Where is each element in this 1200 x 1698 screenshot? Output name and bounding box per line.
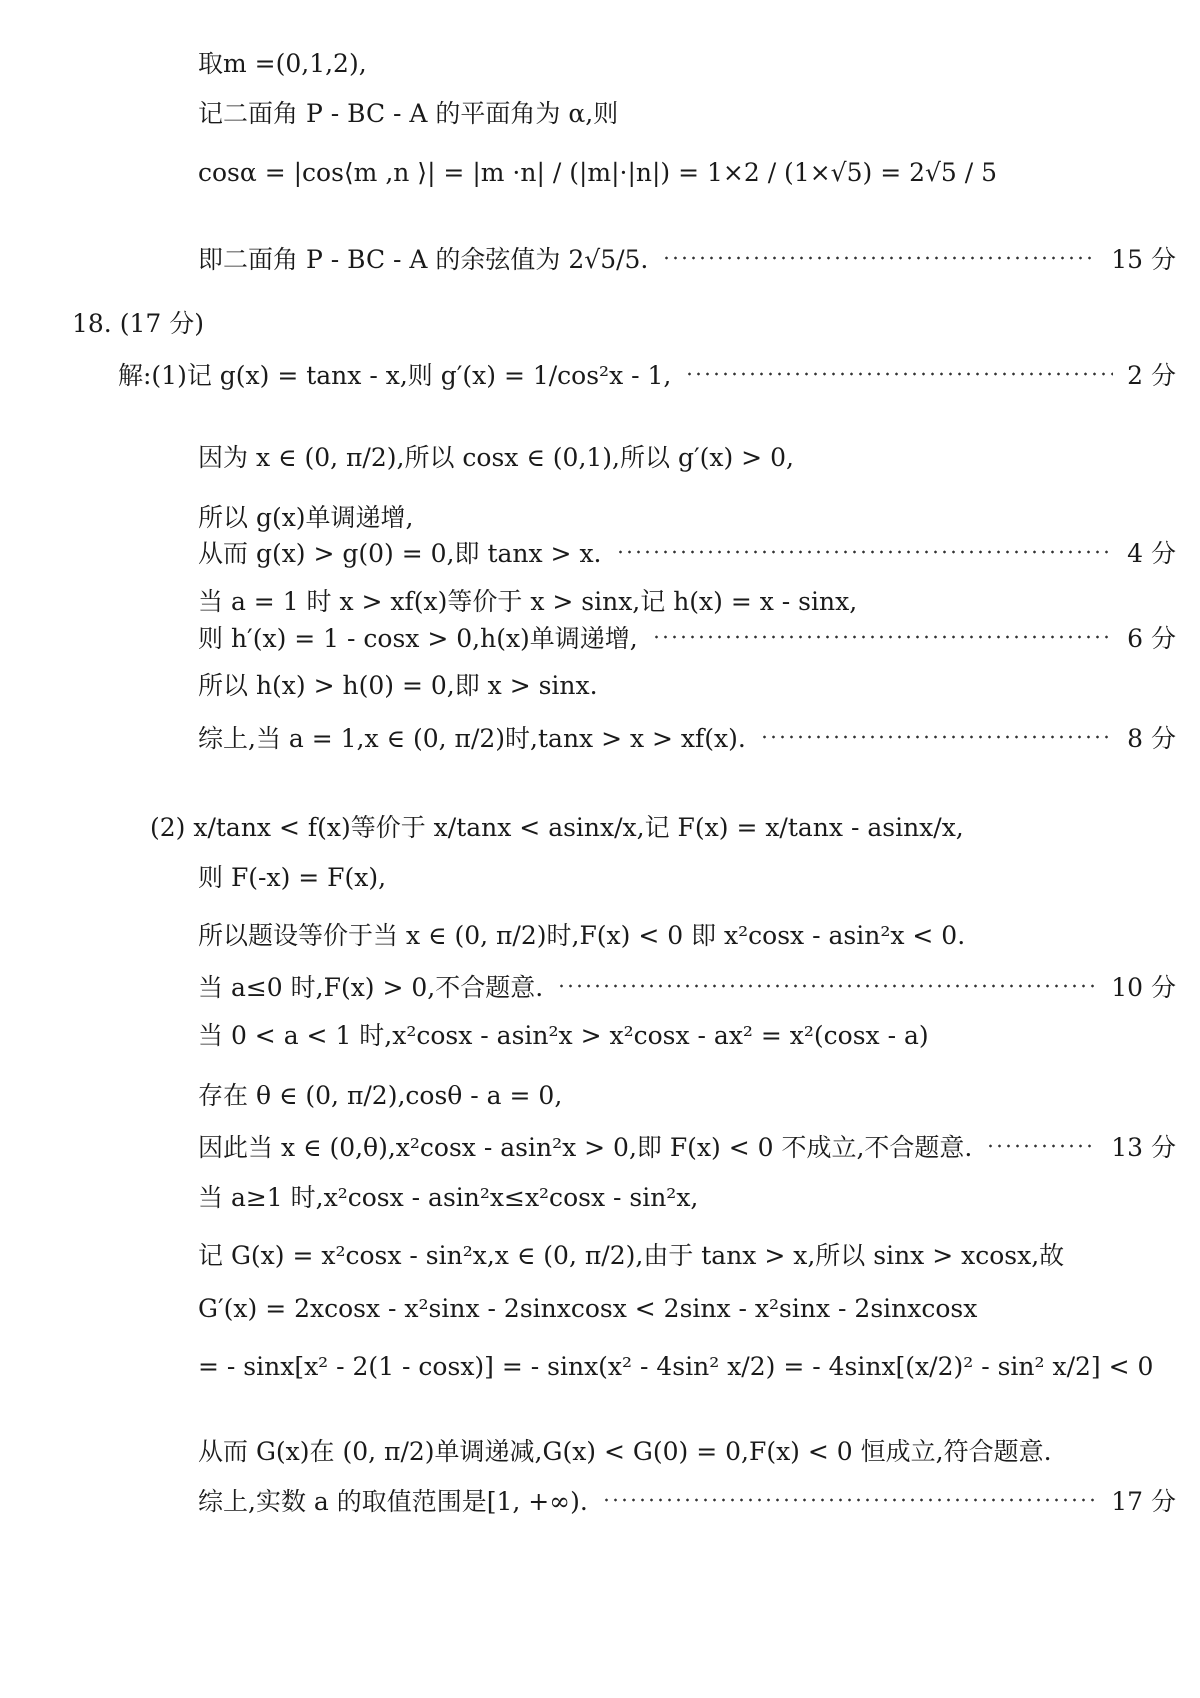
score-label: 10 分 bbox=[1111, 973, 1176, 1002]
line-text: 解:(1)记 g(x) = tanx - x,则 g′(x) = 1/cos²x - 1, bbox=[118, 361, 672, 390]
text-line: 存在 θ ∈ (0, π/2),cosθ - a = 0, bbox=[198, 1081, 563, 1110]
leader-dots bbox=[685, 372, 1113, 376]
leader-dots bbox=[652, 635, 1113, 639]
text-line: (2) x/tanx < f(x)等价于 x/tanx < asinx/x,记 F(x) = x/tanx - asinx/x, bbox=[150, 813, 964, 842]
line-text: 从而 g(x) > g(0) = 0,即 tanx > x. bbox=[198, 539, 602, 568]
text-line: 当 a≥1 时,x²cosx - asin²x≤x²cosx - sin²x, bbox=[198, 1183, 699, 1212]
score-label: 8 分 bbox=[1127, 724, 1176, 753]
scored-line bbox=[198, 615, 1176, 659]
leader-dots bbox=[986, 1144, 1097, 1148]
text-line: = - sinx[x² - 2(1 - cosx)] = - sinx(x² - 4sin² x/2) = - 4sinx[(x/2)² - sin² x/2] < 0 bbox=[198, 1352, 1154, 1381]
text-line: 则 F(-x) = F(x), bbox=[198, 863, 387, 892]
leader-dots bbox=[760, 735, 1113, 739]
scored-line bbox=[198, 1124, 1176, 1168]
text-line: 取m =(0,1,2), bbox=[198, 49, 367, 78]
line-text: 综上,当 a = 1,x ∈ (0, π/2)时,tanx > x > xf(x). bbox=[198, 724, 746, 753]
line-text: 当 a≤0 时,F(x) > 0,不合题意. bbox=[198, 973, 544, 1002]
text-line: G′(x) = 2xcosx - x²sinx - 2sinxcosx < 2sinx - x²sinx - 2sinxcosx bbox=[198, 1294, 978, 1323]
text-line: 因为 x ∈ (0, π/2),所以 cosx ∈ (0,1),所以 g′(x) > 0, bbox=[198, 443, 794, 472]
scored-line bbox=[198, 530, 1176, 574]
leader-dots bbox=[602, 1498, 1097, 1502]
scored-line bbox=[118, 352, 1176, 396]
leader-dots bbox=[557, 984, 1097, 988]
text-line: 从而 G(x)在 (0, π/2)单调递减,G(x) < G(0) = 0,F(x) < 0 恒成立,符合题意. bbox=[198, 1437, 1052, 1466]
line-text: 即二面角 P - BC - A 的余弦值为 2√5/5. bbox=[198, 245, 649, 274]
question-heading: 18. (17 分) bbox=[72, 309, 204, 338]
text-line: 当 a = 1 时 x > xf(x)等价于 x > sinx,记 h(x) = x - sinx, bbox=[198, 587, 858, 616]
scored-line bbox=[198, 1478, 1176, 1522]
line-text: 因此当 x ∈ (0,θ),x²cosx - asin²x > 0,即 F(x) < 0 不成立,不合题意. bbox=[198, 1133, 973, 1162]
leader-dots bbox=[616, 550, 1114, 554]
text-line: 记二面角 P - BC - A 的平面角为 α,则 bbox=[198, 99, 619, 128]
leader-dots bbox=[662, 256, 1097, 260]
text-line: 当 0 < a < 1 时,x²cosx - asin²x > x²cosx - ax² = x²(cosx - a) bbox=[198, 1021, 929, 1050]
score-label: 4 分 bbox=[1127, 539, 1176, 568]
formula-line: cosα = |cos⟨m ,n ⟩| = |m ·n| / (|m|·|n|) = 1×2 / (1×√5) = 2√5 / 5 bbox=[198, 158, 998, 187]
score-label: 13 分 bbox=[1111, 1133, 1176, 1162]
score-label: 17 分 bbox=[1111, 1487, 1176, 1516]
scored-line bbox=[198, 715, 1176, 759]
line-text: 则 h′(x) = 1 - cosx > 0,h(x)单调递增, bbox=[198, 624, 638, 653]
text-line: 所以 h(x) > h(0) = 0,即 x > sinx. bbox=[198, 671, 598, 700]
scored-line bbox=[198, 236, 1176, 280]
score-label: 2 分 bbox=[1127, 361, 1176, 390]
text-line: 记 G(x) = x²cosx - sin²x,x ∈ (0, π/2),由于 tanx > x,所以 sinx > xcosx,故 bbox=[198, 1241, 1065, 1270]
scored-line bbox=[198, 964, 1176, 1008]
line-text: 综上,实数 a 的取值范围是[1, +∞). bbox=[198, 1487, 588, 1516]
text-line: 所以题设等价于当 x ∈ (0, π/2)时,F(x) < 0 即 x²cosx - asin²x < 0. bbox=[198, 921, 966, 950]
text-line: 所以 g(x)单调递增, bbox=[198, 503, 414, 532]
score-label: 6 分 bbox=[1127, 624, 1176, 653]
score-label: 15 分 bbox=[1111, 245, 1176, 274]
